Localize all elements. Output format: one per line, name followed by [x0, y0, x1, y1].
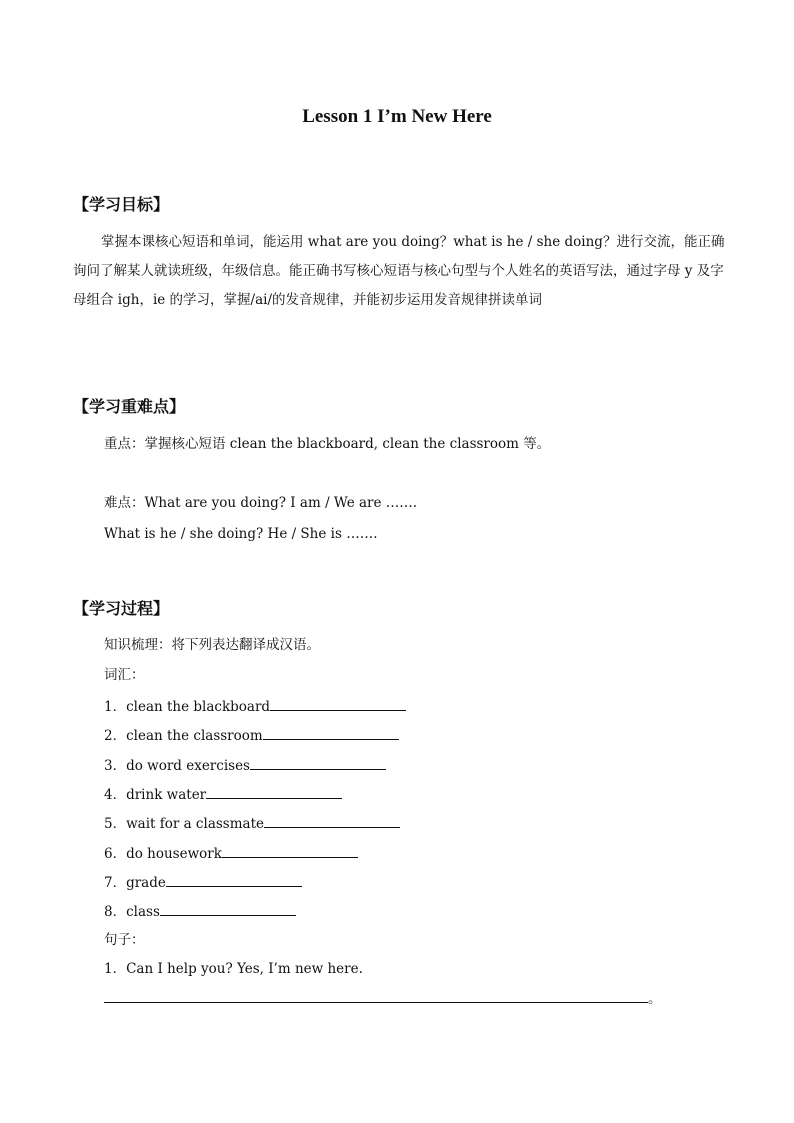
vocab-text: 8．class — [104, 904, 160, 920]
page-title: Lesson 1 I’m New Here — [302, 106, 492, 127]
sentence-answer-line — [104, 989, 662, 1008]
vocab-item — [104, 902, 296, 921]
answer-blank[interactable] — [263, 726, 399, 740]
instruction-text: 知识梳理：将下列表达翻译成汉语。 — [104, 637, 320, 653]
vocab-text: 6．do housework — [104, 846, 222, 862]
difficult-point-line-1: 难点：What are you doing? I am / We are ……. — [104, 495, 418, 511]
vocab-label: 词汇： — [104, 667, 145, 683]
answer-blank[interactable] — [250, 756, 386, 770]
vocab-item — [104, 814, 400, 833]
sentence-period: 。 — [648, 991, 662, 1007]
vocab-item — [104, 726, 399, 745]
objectives-paragraph — [73, 228, 733, 315]
vocab-item — [104, 873, 302, 892]
vocab-text: 5．wait for a classmate — [104, 816, 264, 832]
objectives-text: 掌握本课核心短语和单词，能运用 what are you doing？what is he / she doing？进行交流，能正确询问了解某人就读班级，年级信息。能正确书写核心短语与核心句型与个人姓名的英语写法，通过字母 y 及字母组合 igh，ie 的学习，掌握/ai/的发音规律，并能初步运用发音规律拼读单词 — [73, 234, 725, 308]
vocab-text: 7．grade — [104, 875, 166, 891]
vocab-item — [104, 785, 342, 804]
vocab-item — [104, 697, 406, 716]
answer-blank[interactable] — [166, 873, 302, 887]
sentence-item: 1．Can I help you? Yes, I’m new here. — [104, 961, 363, 977]
vocab-text: 1．clean the blackboard — [104, 699, 271, 715]
answer-blank[interactable] — [270, 697, 406, 711]
vocab-text: 4．drink water — [104, 787, 207, 803]
section-heading-process: 【学习过程】 — [73, 599, 170, 618]
vocab-text: 3．do word exercises — [104, 758, 250, 774]
answer-blank[interactable] — [206, 785, 342, 799]
answer-blank[interactable] — [160, 902, 296, 916]
sentence-label: 句子： — [104, 932, 145, 948]
key-point-text: 重点：掌握核心短语 clean the blackboard, clean the classroom 等。 — [104, 436, 551, 452]
vocab-item — [104, 756, 386, 775]
answer-blank[interactable] — [222, 844, 358, 858]
section-heading-key-points: 【学习重难点】 — [73, 397, 186, 416]
answer-blank[interactable] — [264, 814, 400, 828]
difficult-point-line-2: What is he / she doing? He / She is ……. — [104, 526, 378, 542]
vocab-text: 2．clean the classroom — [104, 728, 263, 744]
answer-blank[interactable] — [104, 989, 648, 1003]
vocab-item — [104, 844, 358, 863]
section-heading-objectives: 【学习目标】 — [73, 195, 170, 214]
